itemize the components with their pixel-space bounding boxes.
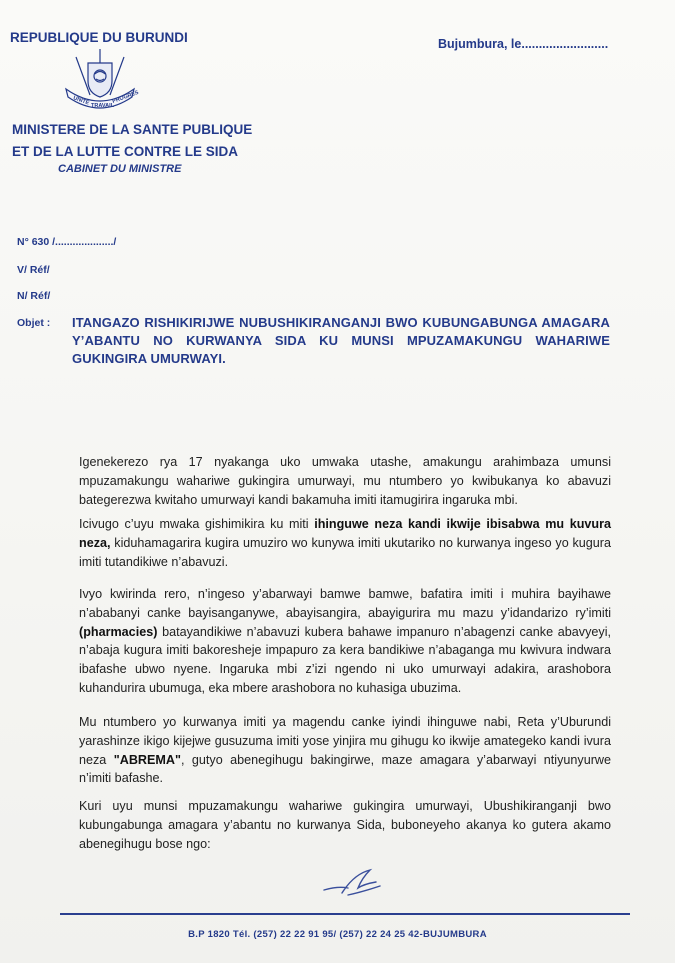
your-reference: V/ Réf/ [17,264,50,276]
seal-word-2: TRAVAIL [91,103,115,109]
paragraph-3-part-c: batayandikiwe n’abavuzi kubera bahawe impanuro n’abagenzi canke abavyeyi, n’abaja kugura imiti bakoresheje impapuro za kera bandikiwe n’abaganga mu kwivura indwara ibafashe ubwo nyene. Ingaruka mbi z’izi ngendo ni uko umurwayi adakira, arashobora kuhandurira ubumuga, eka mbere arashobora no kuhasiga ubuzima. [79,624,611,695]
paragraph-2-emphasis: ihinguwe neza kandi ikwije ibisabwa mu kuvura neza, [79,517,612,550]
ministry-line-1: MINISTERE DE LA SANTE PUBLIQUE [12,122,253,137]
paragraph-4-emphasis: "ABREMA" [113,752,181,767]
ministry-line-2: ET DE LA LUTTE CONTRE LE SIDA [12,144,238,159]
paragraph-2 [79,515,611,571]
cabinet-label: CABINET DU MINISTRE [58,163,182,175]
reference-number: N° 630 /..................../ [17,236,117,248]
paragraph-4-part-a: Mu ntumbero yo kurwanya imiti ya magendu canke iyindi ihinguwe nabi, Reta y’Uburundi yarashinze ikigo kijejwe gusuzuma imiti yose yinjira mu gihugu ko ikwije amategeko kandi ivura neza [79,715,611,767]
objet-subject: ITANGAZO RISHIKIRIJWE NUBUSHIKIRANGANJI BWO KUBUNGABUNGA AMAGARA Y’ABANTU NO KURWANYA SIDA KU MUNSI MPUZAMAKUNGU WAHARIWE GUKINGIRA UMURWAYI. [72,315,610,366]
paragraph-4-part-c: , gutyo abenegihugu bakingirwe, maze amagara y’abarwayi ntiyunyurwe n’imiti bafashe. [79,752,611,786]
footer-divider [60,913,630,915]
paragraph-3-part-a: Ivyo kwirinda rero, n’ingeso y’abarwayi bamwe bamwe, bafatira imiti i muhira bayihawe n’ababanyi canke bayisanganywe, abayisangira, abayigurira mu mazu y’idandarizo ry’imiti [79,587,611,620]
objet-label: Objet : [17,317,51,329]
our-reference: N/ Réf/ [17,290,51,302]
paragraph-3-emphasis: (pharmacies) [79,624,158,639]
republic-title: REPUBLIQUE DU BURUNDI [10,30,188,45]
seal-word-1: UNITE [72,95,90,107]
paragraph-1: Igenekerezo rya 17 nyakanga uko umwaka utashe, amakungu arahimbaza umunsi mpuzamakungu wahariwe gukingira umurwayi, mu ntumbero yo kwibukanya ko abavuzi bategerezwa kwitaho umurwayi kandi bakamuha imiti itamugirira ingaruka mbi. [79,455,611,507]
footer-address: B.P 1820 Tél. (257) 22 22 91 95/ (257) 22 24 25 42-BUJUMBURA [188,929,487,940]
paragraph-4 [79,713,611,788]
signature-mark [318,866,388,898]
seal-word-3: PROGRES [111,89,140,105]
paragraph-2-part-a: Icivugo c’uyu mwaka gishimikira ku miti [79,517,315,531]
ministry-name [12,119,252,163]
coat-of-arms-seal [60,47,140,113]
date-line: Bujumbura, le......................... [438,37,609,51]
paragraph-2-part-c: kiduhamagarira kugira umuziro wo kunywa imiti ukutariko no kurwanya ingeso yo kugura imiti tutandikiwe n’abavuzi. [79,535,611,569]
paragraph-5: Kuri uyu munsi mpuzamakungu wahariwe gukingira umurwayi, Ubushikiranganji bwo kubungabunga amagara y’abantu no kurwanya Sida, buboneyeho akanya ko gutera akamo abenegihugu bose ngo: [79,799,611,851]
paragraph-3 [79,585,611,698]
